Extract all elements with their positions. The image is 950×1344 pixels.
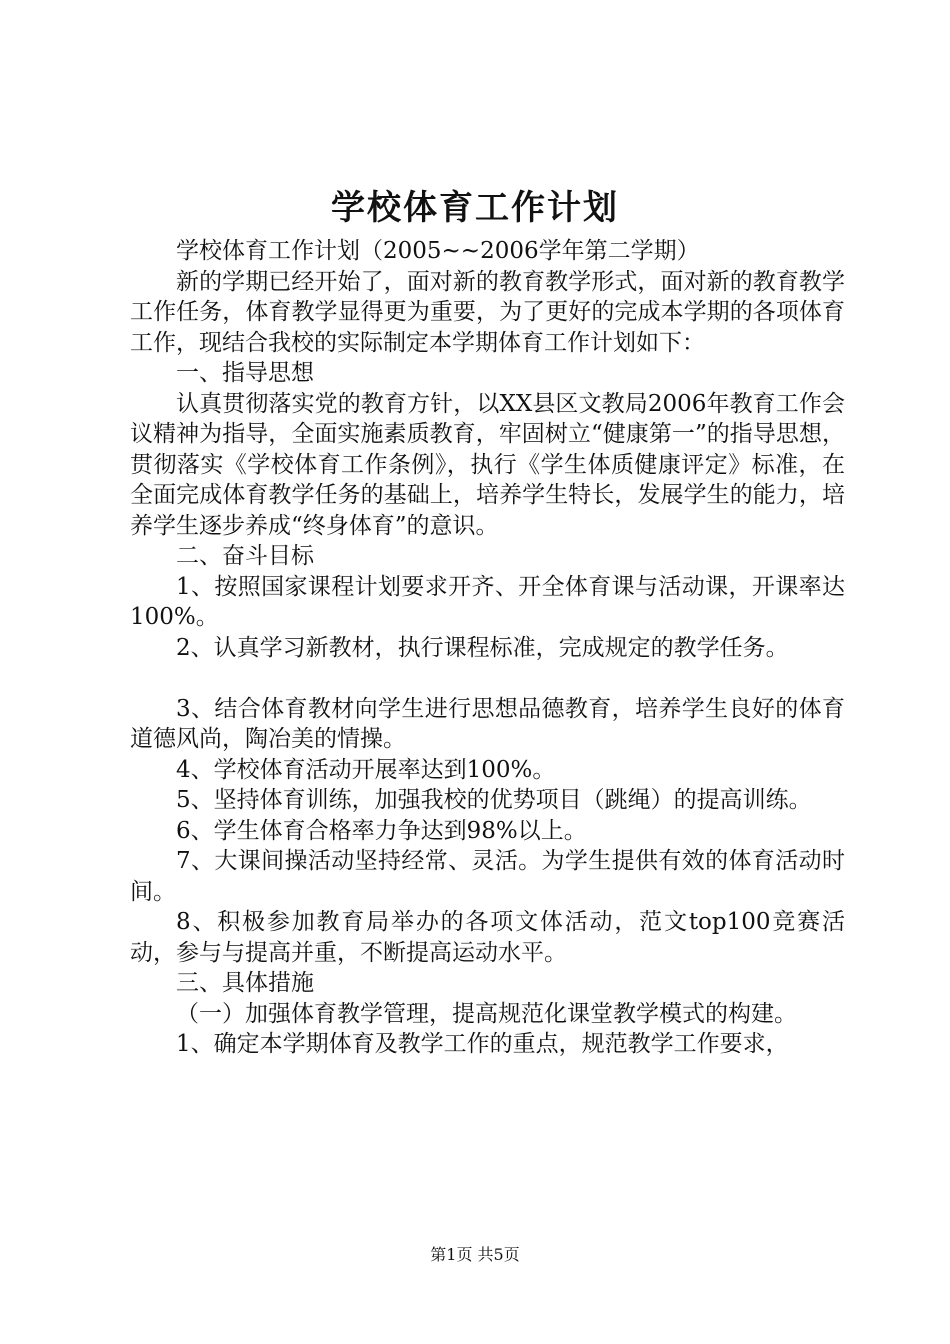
goal-item-2: 2、认真学习新教材，执行课程标准，完成规定的教学任务。	[176, 634, 789, 661]
section-heading-measures: 三、具体措施	[176, 970, 314, 996]
measure-item-1: 1、确定本学期体育及教学工作的重点，规范教学工作要求，	[176, 1031, 789, 1057]
goal-item-1: 1、按照国家课程计划要求开齐、开全体育课与活动课，开课率达100%。	[130, 573, 845, 630]
goal-item-6: 6、学生体育合格率力争达到98%以上。	[176, 817, 587, 844]
document-body	[130, 236, 845, 1060]
intro-paragraph: 新的学期已经开始了，面对新的教育教学形式，面对新的教育教学工作任务，体育教学显得更为重要，为了更好的完成本学期的各项体育工作，现结合我校的实际制定本学期体育工作计划如下：	[130, 268, 845, 356]
section-heading-guiding-ideology: 一、指导思想	[176, 360, 314, 386]
goal-item-8: 8、积极参加教育局举办的各项文体活动，范文top100竞赛活动，参与与提高并重，不断提高运动水平。	[130, 909, 845, 966]
subtitle-paragraph: 学校体育工作计划（2005~~2006学年第二学期）	[176, 238, 700, 264]
page-footer: 第1页 共5页	[430, 1245, 520, 1264]
goal-item-3: 3、结合体育教材向学生进行思想品德教育，培养学生良好的体育道德风尚，陶冶美的情操。	[130, 695, 845, 752]
goal-item-5: 5、坚持体育训练，加强我校的优势项目（跳绳）的提高训练。	[176, 787, 812, 813]
measure-subheading-1: （一）加强体育教学管理，提高规范化课堂教学模式的构建。	[176, 1000, 797, 1027]
document-title: 学校体育工作计划	[331, 188, 619, 228]
goal-item-7: 7、大课间操活动坚持经常、灵活。为学生提供有效的体育活动时间。	[130, 848, 845, 905]
guiding-ideology-paragraph: 认真贯彻落实党的教育方针，以XX县区文教局2006年教育工作会议精神为指导，全面实施素质教育，牢固树立“健康第一”的指导思想，贯彻落实《学校体育工作条例》，执行《学生体质健康评定》标准，在全面完成体育教学任务的基础上，培养学生特长，发展学生的能力，培养学生逐步养成“终身体育”的意识。	[130, 390, 845, 539]
section-heading-goals: 二、奋斗目标	[176, 543, 314, 569]
goal-item-4: 4、学校体育活动开展率达到100%。	[176, 756, 556, 783]
